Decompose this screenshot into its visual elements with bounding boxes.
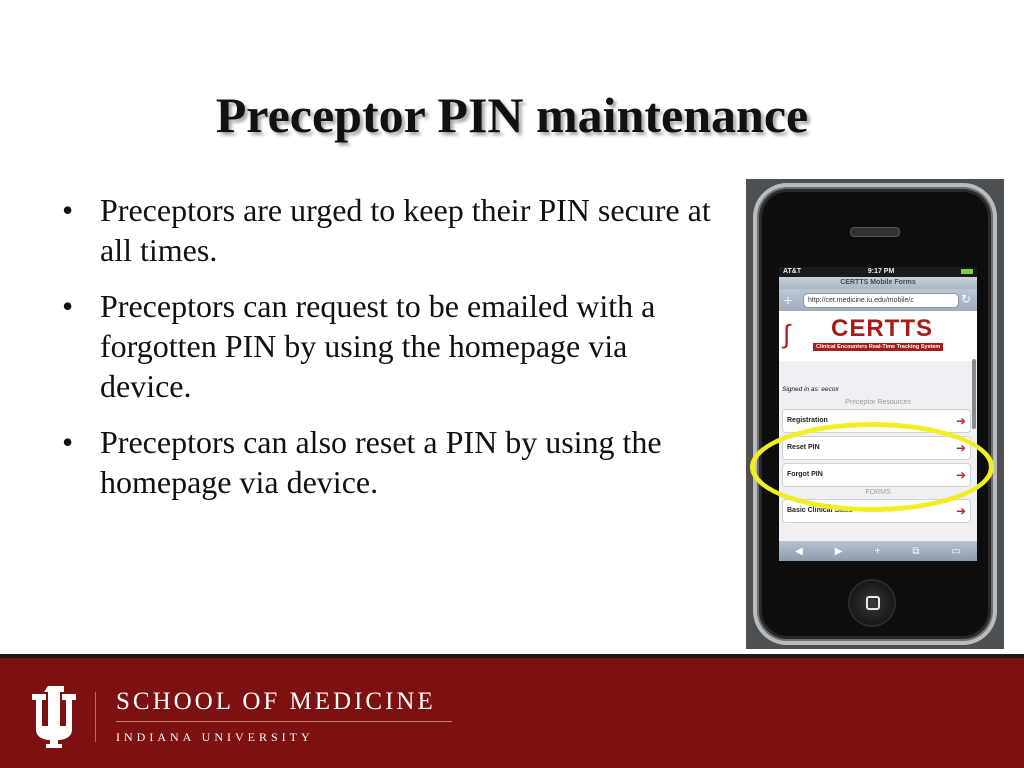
bullet-text: Preceptors are urged to keep their PIN secure at all times.	[100, 192, 711, 268]
arrow-right-icon: ➜	[955, 414, 966, 428]
pages-icon: ▭	[951, 545, 961, 557]
phone-speaker	[850, 227, 900, 237]
bullet-marker: •	[62, 288, 74, 324]
section-title: FORMS	[865, 489, 891, 496]
menu-item-label: Basic Clinical Skills	[787, 507, 853, 514]
share-icon: +	[874, 545, 881, 557]
browser-page-title: CERTTS Mobile Forms	[779, 277, 977, 289]
arrow-right-icon: ➜	[955, 504, 966, 518]
footer-banner	[0, 654, 1024, 768]
footer-divider	[95, 692, 96, 742]
bullet-marker: •	[62, 192, 74, 228]
phone-image	[746, 179, 1004, 649]
iu-trident-logo	[26, 682, 86, 748]
add-bookmark-icon: +	[784, 292, 793, 308]
university-name: INDIANA UNIVERSITY	[116, 730, 314, 744]
scrollbar	[972, 359, 976, 429]
forward-icon: ▶	[834, 545, 843, 557]
highlight-ellipse	[750, 422, 994, 512]
bullet-text: Preceptors can request to be emailed with a forgotten PIN by using the homepage via device.	[100, 288, 656, 404]
bullet-item	[60, 190, 720, 270]
arrow-right-icon: ➜	[955, 441, 966, 455]
stethoscope-icon: ∫	[783, 319, 791, 349]
footer-rule	[116, 721, 452, 722]
clock-label: 9:17 PM	[867, 268, 895, 275]
phone-screen	[779, 267, 977, 561]
bullet-text: Preceptors can also reset a PIN by using the homepage via device.	[100, 424, 662, 500]
menu-item-label: Forgot PIN	[787, 471, 823, 478]
signed-in-label: Signed in as: eecox	[782, 386, 839, 393]
arrow-right-icon: ➜	[955, 468, 966, 482]
battery-icon	[961, 269, 973, 274]
certts-logo	[779, 311, 977, 361]
bullet-item	[60, 286, 720, 406]
slide-title: Preceptor PIN maintenance	[215, 87, 809, 143]
bookmarks-icon: ⧉	[912, 545, 920, 557]
status-bar	[779, 267, 977, 277]
menu-item-label: Registration	[787, 417, 828, 424]
logo-text: CERTTS	[831, 315, 933, 342]
logo-tagline: Clinical Encounters Real-Time Tracking System	[813, 343, 943, 351]
bullet-item	[60, 422, 720, 502]
browser-url-bar	[779, 289, 977, 311]
back-icon: ◀	[795, 545, 803, 557]
browser-toolbar	[779, 541, 977, 561]
phone-body	[753, 183, 997, 645]
menu-item-label: Reset PIN	[787, 444, 820, 451]
home-button	[850, 581, 894, 625]
section-title: Preceptor Resources	[845, 399, 911, 406]
school-name: SCHOOL OF MEDICINE	[116, 688, 436, 715]
carrier-label: AT&T	[783, 268, 802, 275]
reload-icon: ↻	[961, 292, 972, 306]
home-square-icon	[866, 596, 880, 610]
url-field: http://cet.medicine.iu.edu/mobile/c	[803, 293, 959, 308]
bullet-marker: •	[62, 424, 74, 460]
bullet-list	[60, 190, 720, 518]
